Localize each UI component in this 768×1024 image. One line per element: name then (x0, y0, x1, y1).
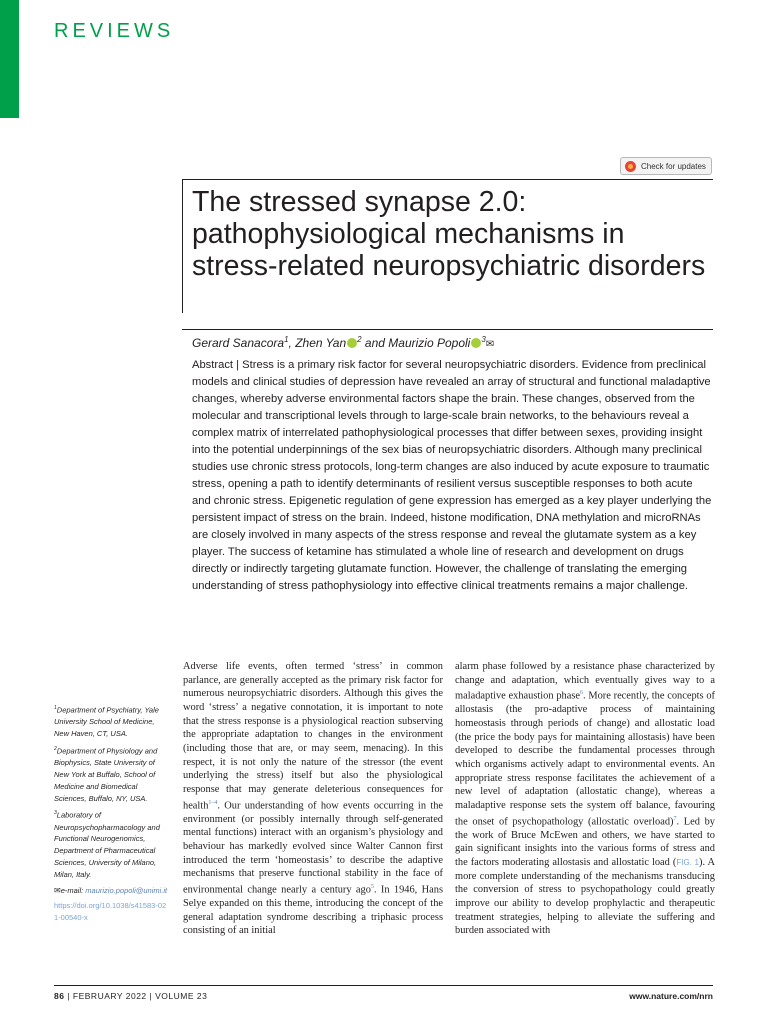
abstract-text: Stress is a primary risk factor for several neuropsychiatric disorders. Evidence from preclinical models and clinical studies of depression have revealed an array of structural and functional maladaptive changes, whereby adverse environmental factors shape the brain. These changes, observed from the molecular and transcriptional levels through to large-scale brain networks, to the behaviours reveal a complex matrix of interrelated pathophysiological processes that differ between sexes, providing insight into the potential underpinnings of the sex bias of neuropsychiatric disorders. Although many preclinical studies use chronic stress protocols, long-term changes are also induced by acute exposure to traumatic stress, opening a path to identify determinants of resilient versus susceptible responses to both acute and chronic stress. Epigenetic regulation of gene expression has emerged as a key player underlying the persistent impact of stress on the brain. Indeed, histone modification, DNA methylation and microRNAs are closely involved in many aspects of the stress response and reveal the glutamate system as a key player. The success of ketamine has stimulated a whole line of research and development on drugs directly or indirectly targeting glutamate function. However, the challenge of translating the emerging understanding of stress pathophysiology into effective clinical treatments remains a major challenge. (192, 359, 712, 592)
author-affiliation-number: 2 (357, 335, 362, 344)
affiliation-number: 2 (54, 745, 57, 752)
author-name: Zhen Yan (295, 336, 347, 350)
orcid-icon[interactable] (471, 338, 481, 348)
footer-separator: | (64, 991, 73, 1001)
doi-link[interactable]: https://doi.org/10.1038/s41583-021-00540-x (54, 901, 167, 923)
email-envelope-icon[interactable]: ✉ (485, 339, 495, 350)
affiliation-text: Department of Psychiatry, Yale University School of Medicine, New Haven, CT, USA. (54, 705, 159, 739)
author-separator: and (361, 336, 389, 350)
author-name: Gerard Sanacora (192, 336, 285, 350)
affiliation-number: 1 (54, 705, 57, 711)
reference-citation[interactable]: 7 (673, 815, 677, 822)
journal-website-link[interactable]: www.nature.com/nrn (629, 991, 713, 1001)
email-label: e-mail: (60, 885, 86, 895)
section-color-tab (0, 0, 19, 118)
affiliation-text: Laboratory of Neuropsychopharmacology and Functional Neurogenomics, Department of Pharmaceutical Sciences, University of Milano, Milan, Italy. (54, 810, 160, 879)
affiliation (54, 744, 169, 804)
author-affiliation-number: 1 (284, 335, 289, 344)
reference-citation[interactable]: 5 (370, 883, 374, 890)
body-text: . Our understanding of how events occurring in the environment (or possibly internally through self-generated mental functions) interact with an organism’s physiology and behaviour has markedly evolved since Walter Cannon first introduced the term ‘homeostasis’ to describe the adaptive mechanisms that preserve functional stability in the face of environmental change nearly a century ago (183, 800, 443, 896)
title-bottom-rule (182, 329, 713, 330)
body-text: . More recently, the concepts of allostasis (the pro-adaptive process of maintaining homeostasis through periods of change) and allostatic load (the price the body pays for maintaining allostasis) have been developed to describe the fundamental processes through which organisms actively adapt to environmental events. An appropriate stress response facilitates the achievement of a new level of adaptation (allostatic change), whereas a maladaptive response sets the system off balance, favouring the onset of psychopathology (allostatic overload) (455, 690, 715, 828)
title-side-rule (182, 179, 183, 313)
affiliation-number: 3 (54, 810, 57, 817)
title-top-rule (182, 179, 713, 180)
contact (54, 885, 169, 897)
page-number: 86 (54, 991, 65, 1001)
crossmark-icon (625, 161, 636, 172)
abstract (192, 357, 714, 595)
volume: VOLUME 23 (155, 991, 208, 1001)
body-text: . Led by the work of Bruce McEwen and others, we have started to gain significant insights into the various forms of stress and the factors moderating allostasis and allostatic load ( (455, 816, 715, 869)
article-title: The stressed synapse 2.0: pathophysiological mechanisms in stress-related neuropsychiatric disorders (192, 186, 706, 282)
figure-reference[interactable]: FIG. 1 (676, 858, 699, 868)
footer-separator: | (146, 991, 156, 1001)
body-text: alarm phase followed by a resistance phase characterized by change and adaptation, which eventually gives way to a maladaptive exhaustion phase (455, 661, 715, 702)
author-affiliation-number: 3 (481, 335, 486, 344)
body-text: Adverse life events, often termed ‘stress’ in common parlance, are generally accepted as the primary risk factor for numerous neuropsychiatric disorders. Although this gives the word ‘stress’ a negative connotation, it is important to note that the stress response is a physiological reaction subserving the appropriate adaptation to changes in the environment (including those that are, or may seem, menacing). In this respect, it is not only the nature of the stressor (the event underlying the stress) itself but also the physiological response that may generate deleterious consequences for health (183, 661, 443, 812)
author-separator: , (288, 336, 296, 350)
email-envelope-icon: ✉ (54, 885, 61, 895)
body-column-1 (183, 660, 443, 938)
affiliation-text: Department of Physiology and Biophysics, State University of New York at Buffalo, School of Medicine and Biomedical Sciences, Buffalo, NY, USA. (54, 746, 158, 803)
section-label: REVIEWS (54, 20, 175, 42)
body-column-2 (455, 660, 715, 938)
affiliation (54, 808, 169, 880)
check-for-updates-label: Check for updates (641, 161, 706, 171)
author-name: Maurizio Popoli (388, 336, 471, 350)
check-for-updates-button[interactable] (620, 157, 712, 175)
email-link[interactable]: maurizio.popoli@unimi.it (85, 885, 168, 895)
reference-citation[interactable]: 6 (579, 690, 583, 697)
affiliation (54, 703, 169, 740)
affiliations (54, 703, 169, 928)
issue-date: FEBRUARY 2022 (72, 991, 147, 1001)
abstract-label: Abstract | (192, 359, 243, 371)
footer-page-info (54, 991, 207, 1001)
author-list (192, 335, 494, 350)
body-text: ). A more complete understanding of the mechanisms transducing the conversion of stress to psychopathology could greatly improve our ability to develop prophylactic and therapeutic treatment strategies, helping to alleviate the suffering and burden associated with (455, 857, 716, 937)
footer-rule (54, 985, 713, 986)
body-text: . In 1946, Hans Selye expanded on this theme, introducing the concept of the general adaptation syndrome describing a triphasic process consisting of an initial (183, 884, 443, 937)
reference-citation[interactable]: 1–4 (208, 799, 218, 806)
orcid-icon[interactable] (347, 338, 357, 348)
